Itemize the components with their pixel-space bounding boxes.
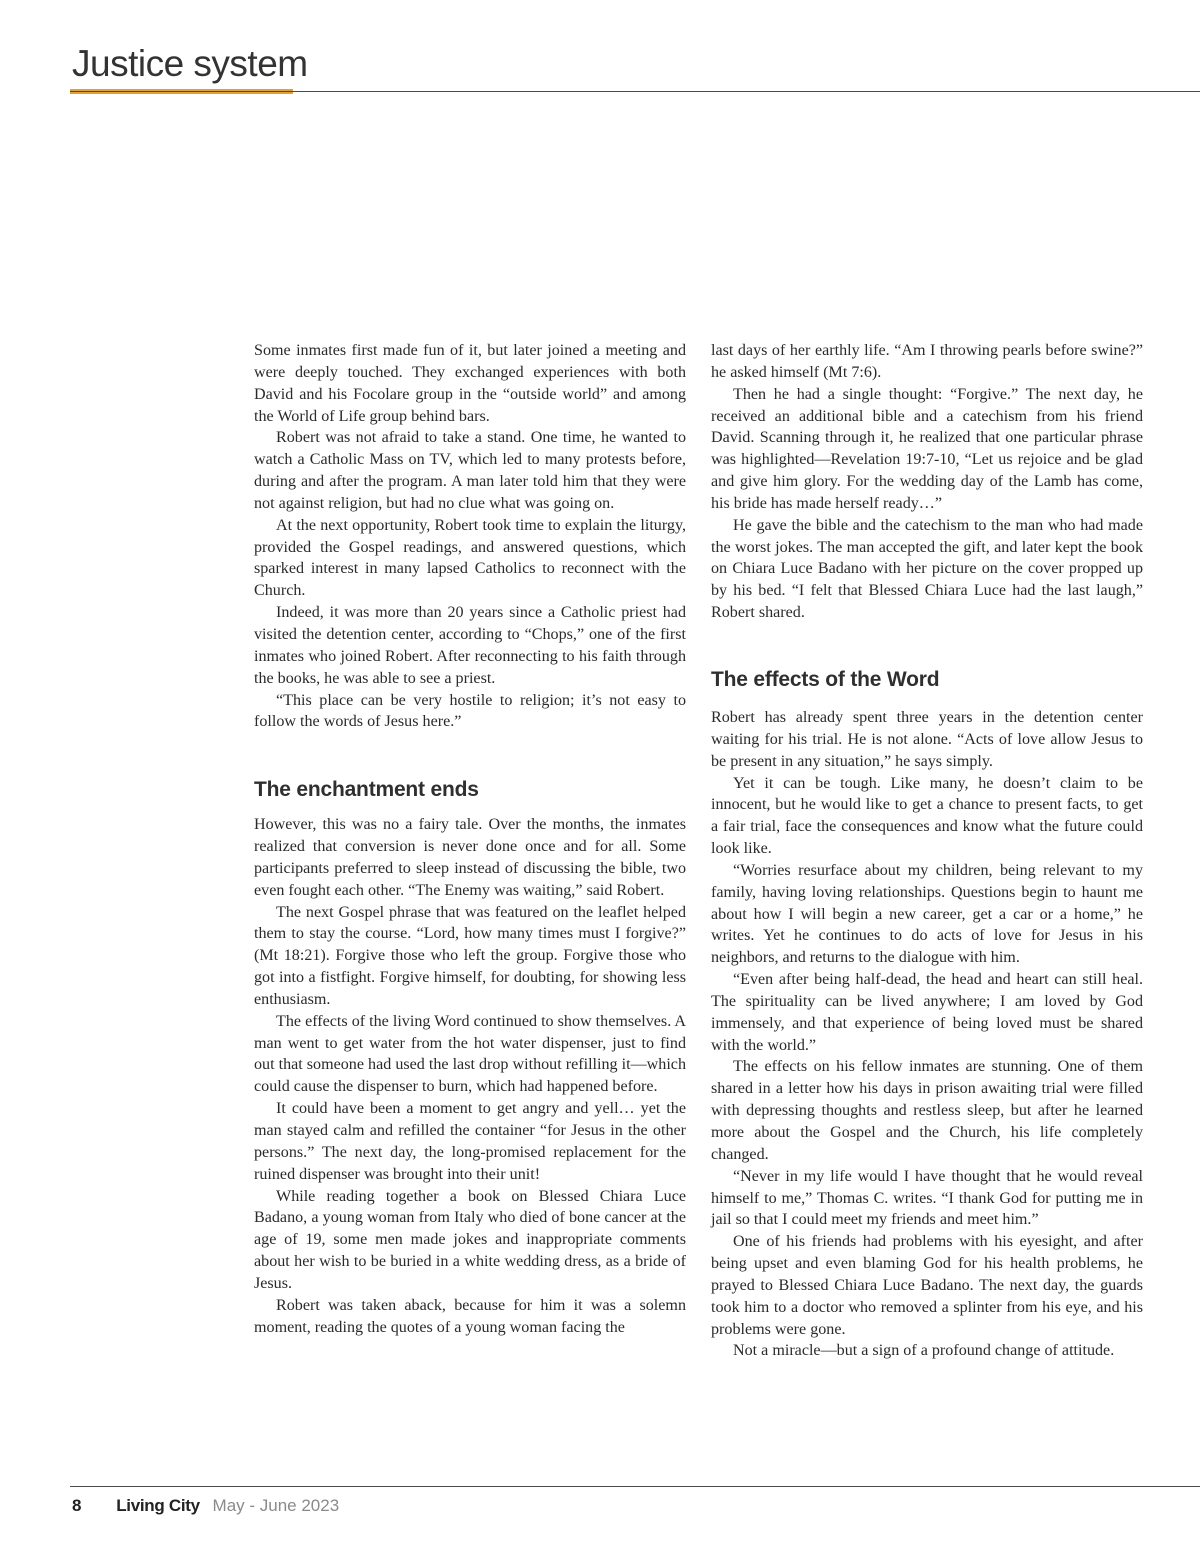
article-paragraph: “Never in my life would I have thought that he would reveal himself to me,” Thomas C. writes. “I thank God for putting me in jail so that I could meet my friends and meet him.” (711, 1167, 1143, 1229)
article-paragraph: One of his friends had problems with his eyesight, and after being upset and even blaming God for his health problems, he prayed to Blessed Chiara Luce Badano. The next day, the guards took him to a doctor who removed a splinter from his eye, and his problems were gone. (711, 1233, 1143, 1338)
article-paragraph: It could have been a moment to get angry and yell… yet the man stayed calm and refilled the container “for Jesus in the other persons.” The next day, the long-promised replacement for the ruined dispenser was brought into their unit! (254, 1100, 686, 1183)
subheading-effects-of-word: The effects of the Word (711, 667, 940, 691)
article-paragraph: Robert was not afraid to take a stand. One time, he wanted to watch a Catholic Mass on TV, which led to many protests before, during and after the program. A man later told him that they were not against religion, but had no clue what was going on. (254, 429, 686, 512)
article-paragraph: Robert was taken aback, because for him it was a solemn moment, reading the quotes of a young woman facing the (254, 1296, 686, 1336)
article-paragraph: At the next opportunity, Robert took time to explain the liturgy, provided the Gospel readings, and answered questions, which sparked interest in many lapsed Catholics to reconnect with the Church. (254, 516, 686, 600)
article-paragraph: Robert has already spent three years in the detention center waiting for his trial. He is not alone. “Acts of love allow Jesus to be present in any situation,” he says simply. (711, 708, 1143, 770)
article-paragraph: “This place can be very hostile to religion; it’s not easy to follow the words of Jesus here.” (254, 691, 686, 731)
article-column-left (254, 340, 686, 1338)
article-paragraph: He gave the bible and the catechism to the man who had made the worst jokes. The man accepted the gift, and later kept the book on Chiara Luce Badano with her picture on the cover propped up by his bed. “I felt that Blessed Chiara Luce had the last laugh,” Robert shared. (711, 516, 1143, 622)
subheading-enchantment-ends: The enchantment ends (254, 778, 479, 802)
page-footer (72, 1494, 339, 1518)
header-rule (70, 91, 1200, 92)
footer-rule (70, 1486, 1200, 1487)
article-paragraph: Yet it can be tough. Like many, he doesn’t claim to be innocent, but he would like to get a chance to present facts, to get a fair trial, face the consequences and know what the future could look like. (711, 774, 1143, 858)
article-paragraph: Some inmates first made fun of it, but later joined a meeting and were deeply touched. They exchanged experiences with both David and his Focolare group in the “outside world” and among the World of Life group behind bars. (254, 342, 686, 425)
article-paragraph: The next Gospel phrase that was featured on the leaflet helped them to stay the course. “Lord, how many times must I forgive?” (Mt 18:21). Forgive those who left the group. Forgive those who got into a fistfight. Forgive himself, for doubting, for showing less enthusiasm. (254, 903, 686, 1008)
article-paragraph: While reading together a book on Blessed Chiara Luce Badano, a young woman from Italy who died of bone cancer at the age of 19, some men made jokes and inappropriate comments about her wish to be buried in a white wedding dress, as a bride of Jesus. (254, 1187, 686, 1292)
article-column-right (711, 340, 1143, 1362)
article-paragraph: last days of her earthly life. “Am I throwing pearls before swine?” he asked himself (Mt 7:6). (711, 342, 1143, 381)
article-paragraph: Then he had a single thought: “Forgive.” The next day, he received an additional bible and a catechism from his friend David. Scanning through it, he realized that one particular phrase was highlighted—Revelation 19:7-10, “Let us rejoice and be glad and give him glory. For the wedding day of the Lamb has come, his bride has made herself ready…” (711, 385, 1143, 512)
section-title: Justice system (72, 43, 308, 84)
page-number: 8 (72, 1496, 82, 1515)
article-paragraph: The effects of the living Word continued to show themselves. A man went to get water from the hot water dispenser, just to find out that someone had used the last drop without refilling it—which could cause the dispenser to burn, which had happened before. (254, 1012, 686, 1096)
article-paragraph: “Worries resurface about my children, being relevant to my family, having loving relationships. Questions begin to haunt me about how I will begin a new career, get a car or a home,” he writes. Yet he continues to do acts of love for Jesus in his neighbors, and returns to the dialogue with him. (711, 861, 1143, 967)
article-paragraph: Not a miracle—but a sign of a profound change of attitude. (733, 1342, 1115, 1360)
article-paragraph: The effects on his fellow inmates are stunning. One of them shared in a letter how his days in prison awaiting trial were filled with depressing thoughts and restless sleep, but after he learned more about the Gospel and the Church, his life completely changed. (711, 1058, 1143, 1163)
article-paragraph: However, this was no a fairy tale. Over the months, the inmates realized that conversion is never done once and for all. Some participants preferred to sleep instead of discussing the bible, two even fought each other. “The Enemy was waiting,” said Robert. (254, 816, 686, 899)
magazine-name: Living City (116, 1496, 200, 1515)
article-paragraph: Indeed, it was more than 20 years since a Catholic priest had visited the detention center, according to “Chops,” one of the first inmates who joined Robert. After reconnecting to his faith through the books, he was able to see a priest. (254, 604, 686, 687)
article-paragraph: “Even after being half-dead, the head and heart can still heal. The spirituality can be lived anywhere; I am loved by God immensely, and that experience of being loved must be shared with the world.” (711, 971, 1143, 1054)
issue-date: May - June 2023 (212, 1496, 340, 1515)
